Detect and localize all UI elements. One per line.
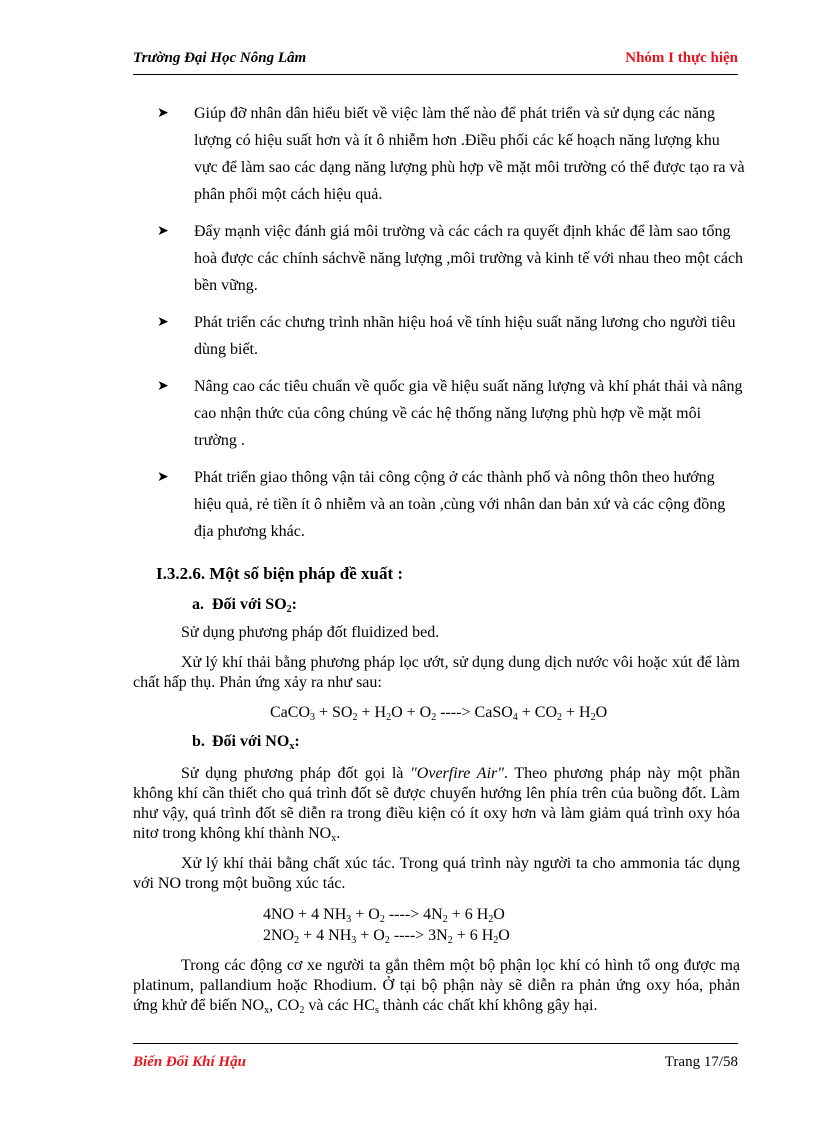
- page-footer: [133, 1043, 738, 1073]
- arrow-bullet-icon: ➤: [157, 469, 169, 485]
- eq-part: + O: [351, 906, 380, 923]
- arrow-bullet-icon: ➤: [157, 378, 169, 394]
- arrow-bullet-icon: ➤: [157, 223, 169, 239]
- eq-sub: 2: [557, 712, 563, 723]
- eq-part: + H: [562, 704, 591, 721]
- eq-part: CaCO: [270, 704, 310, 721]
- text-run: .: [336, 825, 341, 842]
- eq-part: + O: [356, 927, 385, 944]
- eq-sub: 2: [294, 935, 300, 946]
- footer-rule: [133, 1043, 738, 1044]
- section-number: I.3.2.6.: [156, 564, 206, 583]
- eq-sub: 2: [488, 914, 494, 925]
- eq-sub: 2: [442, 914, 448, 925]
- arrow-bullet-icon: ➤: [157, 314, 169, 330]
- eq-part: ----> CaSO: [436, 704, 513, 721]
- eq-part: 4NO + 4 NH: [263, 906, 347, 923]
- subscript: s: [374, 1005, 379, 1016]
- footer-page-number: Trang 17/58: [664, 1054, 738, 1070]
- subscript: 2: [286, 604, 292, 615]
- eq-part: O: [595, 704, 608, 721]
- so2-paragraph-2: Xử lý khí thải bằng phương pháp lọc ướt, sử dụng dung dịch nước vôi hoặc xút để làm chất hấp thụ. Phản ứng xảy ra như sau:: [133, 654, 740, 691]
- bullet-item: [155, 218, 745, 299]
- nox-paragraph-3: [133, 956, 740, 1016]
- bullet-item: [155, 464, 745, 545]
- eq-part: + 6 H: [452, 927, 494, 944]
- text-run: Trong các động cơ xe người ta gắn thêm một bộ phận lọc khí có hình tổ ong được mạ platinum, pallandium hoặc Rhodium. Ở tại bộ phận này sẽ diễn ra phản ứng oxy hóa, phản ứng khử để biến NO: [133, 957, 740, 1014]
- subscript: 2: [299, 1005, 305, 1016]
- text-run: Sử dụng phương pháp đốt gọi là: [181, 765, 411, 782]
- eq-part: ----> 4N: [384, 906, 443, 923]
- eq-part: O + O: [391, 704, 432, 721]
- bullet-text: Đẩy mạnh việc đánh giá môi trường và các cách ra quyết định khác để làm sao tổng hoà được các chính sáchvề năng lượng ,môi trường và kinh tế với nhau theo một cách bền vững.: [194, 223, 744, 294]
- subsection-colon: :: [294, 733, 300, 750]
- so2-equation: [270, 703, 607, 723]
- eq-sub: 2: [447, 935, 453, 946]
- eq-sub: 3: [310, 712, 315, 723]
- header-rule: [133, 74, 738, 75]
- header-group-credit: Nhóm I thực hiện: [625, 50, 738, 66]
- section-title: Một số biện pháp đề xuất :: [209, 564, 404, 583]
- eq-sub: 2: [352, 712, 358, 723]
- eq-sub: 4: [512, 712, 518, 723]
- bullet-item: [155, 100, 745, 208]
- bullet-list: [155, 100, 745, 555]
- subsection-label: b.: [192, 733, 205, 750]
- eq-sub: 2: [590, 712, 596, 723]
- text-run: thành các chất khí không gây hại.: [378, 997, 598, 1014]
- text-run: , CO: [269, 997, 300, 1014]
- bullet-text: Nâng cao các tiêu chuẩn về quốc gia về hiệu suất năng lượng và khí phát thải và nâng cao nhận thức của công chúng về các hệ thống năng lượng phù hợp về mặt môi trường .: [194, 378, 743, 449]
- page-header: [133, 50, 738, 76]
- subscript: x: [264, 1005, 270, 1016]
- bullet-text: Phát triển các chưng trình nhãn hiệu hoá về tính hiệu suất năng lương cho người tiêu dùng biết.: [194, 314, 736, 358]
- subsection-colon: :: [291, 596, 297, 613]
- eq-sub: 3: [351, 935, 357, 946]
- nox-paragraph-1: [133, 764, 740, 844]
- eq-part: ----> 3N: [389, 927, 448, 944]
- eq-part: + H: [357, 704, 387, 721]
- eq-part: 2NO: [263, 927, 295, 944]
- subsection-title: Đối với NO: [212, 733, 290, 750]
- bullet-text: Phát triển giao thông vận tải công cộng ở các thành phố và nông thôn theo hướng hiệu quả, rẻ tiền ít ô nhiễm và an toàn ,cùng với nhân dan bản xứ và các cộng đồng địa phương khác.: [194, 469, 726, 540]
- subsection-title: Đối với SO: [212, 596, 287, 613]
- subsection-label: a.: [192, 596, 204, 613]
- eq-sub: 2: [493, 935, 499, 946]
- nox-paragraph-2: Xử lý khí thải bằng chất xúc tác. Trong quá trình này người ta cho ammonia tác dụng với NO trong một buồng xúc tác.: [133, 855, 740, 892]
- nox-equation-2: [263, 926, 510, 946]
- subscript: x: [289, 741, 295, 752]
- eq-part: O: [493, 906, 505, 923]
- footer-document-title: Biến Đổi Khí Hậu: [133, 1054, 246, 1070]
- bullet-item: [155, 309, 745, 363]
- header-school-name: Trường Đại Học Nông Lâm: [133, 50, 307, 66]
- eq-part: O: [498, 927, 510, 944]
- text-run: . Theo phương pháp này một phần không khí cần thiết cho quá trình đốt sẽ được chuyển hướng lên phía trên của buồng đốt. Làm như vậy, quá trình đốt sẽ diễn ra trong điều kiện có ít oxy hơn và làm giảm quá trình oxy hóa nitơ trong không khí thành NO: [133, 765, 740, 842]
- eq-sub: 2: [379, 914, 385, 925]
- subsection-nox-heading: [192, 733, 300, 751]
- eq-part: + 6 H: [447, 906, 489, 923]
- bullet-text: Giúp đỡ nhân dân hiểu biết về việc làm thế nào để phát triển và sử dụng các năng lượng có hiệu suất hơn và ít ô nhiễm hơn .Điều phối các kế hoạch năng lượng khu vực để làm sao các dạng năng lượng phù hợp về mặt môi trường có thể được tạo ra và phân phối một cách hiệu quả.: [194, 105, 745, 203]
- arrow-bullet-icon: ➤: [157, 105, 169, 121]
- eq-part: + CO: [517, 704, 558, 721]
- subscript: x: [331, 833, 337, 844]
- eq-sub: 2: [431, 712, 437, 723]
- section-heading: [156, 564, 403, 584]
- eq-sub: 2: [386, 712, 392, 723]
- eq-sub: 2: [384, 935, 390, 946]
- overfire-air-term: "Overfire Air": [410, 765, 504, 782]
- nox-equation-1: [263, 905, 505, 925]
- so2-paragraph-1: Sử dụng phương pháp đốt fluidized bed.: [181, 624, 440, 641]
- subsection-so2-heading: [192, 596, 297, 614]
- eq-sub: 3: [346, 914, 352, 925]
- eq-part: + SO: [315, 704, 353, 721]
- text-run: và các HC: [304, 997, 375, 1014]
- eq-part: + 4 NH: [299, 927, 352, 944]
- bullet-item: [155, 373, 745, 454]
